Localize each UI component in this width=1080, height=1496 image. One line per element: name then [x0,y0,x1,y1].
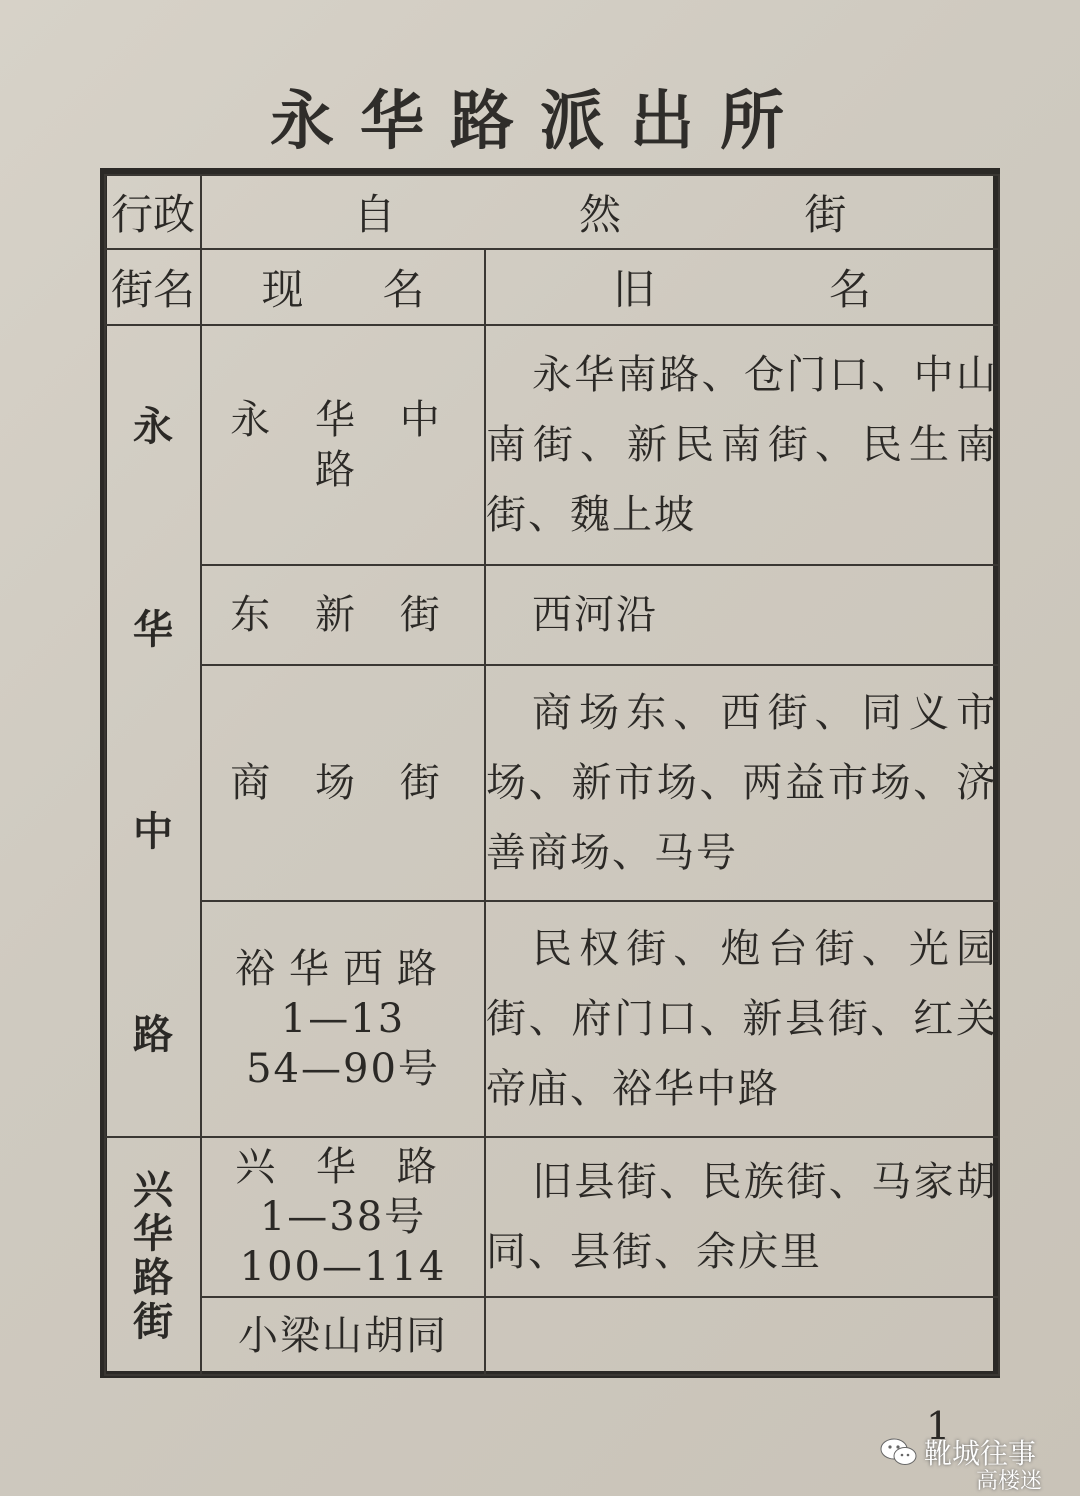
current-name-line: 1—38号 [259,1194,427,1240]
header-old-name-char: 名 [828,265,871,314]
current-name-line: 100—114 [239,1244,447,1290]
table-row [105,325,999,565]
header-natural-street [201,175,999,249]
table-row [105,1137,999,1297]
current-name-line: 兴 华 路 [235,1144,451,1190]
table-row [105,1297,999,1375]
current-name-cell: 东 新 街 [201,565,485,665]
district-char: 路 [133,1255,173,1301]
watermark-logo [976,1464,1042,1495]
old-name-cell: 旧县街、民族街、马家胡同、县街、余庆里 [485,1137,999,1297]
header-row-1 [105,175,999,249]
current-name-cell: 商 场 街 [201,665,485,901]
header-admin-line2: 街名 [105,249,201,325]
current-name-cell: 小梁山胡同 [201,1297,485,1375]
district-char: 街 [133,1299,173,1345]
header-natural-street-char: 自 [353,190,396,239]
header-old-name [485,249,999,325]
district-yonghua-zhonglu [105,325,201,1137]
header-admin-line1: 行政 [105,175,201,249]
current-name-line: 1—13 [280,996,406,1042]
header-natural-street-char: 然 [578,190,621,239]
old-name-cell: 商场东、西街、同义市场、新市场、两益市场、济善商场、马号 [485,665,999,901]
street-name-table [104,174,1000,1376]
header-current-name [201,249,485,325]
old-name-cell: 西河沿 [485,565,999,665]
old-name-cell: 永华南路、仓门口、中山南街、新民南街、民生南街、魏上坡 [485,325,999,565]
current-name-cell: 永 华 中 路 [201,325,485,565]
old-name-cell: 民权街、炮台街、光园街、府门口、新县街、红关帝庙、裕华中路 [485,901,999,1137]
current-name-line: 54—90号 [246,1046,440,1092]
current-name-line: 裕华西路 [235,946,451,992]
district-char: 兴 [133,1167,173,1213]
table-row [105,901,999,1137]
watermark-text: 靴城往事 [924,1437,1037,1470]
header-current-name-char: 名 [382,265,425,314]
table-row [105,565,999,665]
header-current-name-char: 现 [261,265,304,314]
current-name-cell [201,901,485,1137]
current-name-cell [201,1137,485,1297]
page-number: 1 [926,1404,951,1448]
district-char: 华 [133,1211,173,1257]
district-char: 华 [133,606,173,653]
old-name-cell [485,1297,999,1375]
district-char: 路 [133,1011,173,1058]
table-row [105,665,999,901]
district-char: 永 [133,404,173,451]
header-row-2 [105,249,999,325]
district-char: 中 [133,809,173,856]
watermark-logo-text: 高楼迷 [976,1469,1043,1494]
header-old-name-char: 旧 [612,265,655,314]
wechat-icon [880,1437,918,1467]
page-title: 永华路派出所 [270,85,810,159]
header-natural-street-char: 街 [804,190,847,239]
district-xinghua-lujie [105,1137,201,1375]
